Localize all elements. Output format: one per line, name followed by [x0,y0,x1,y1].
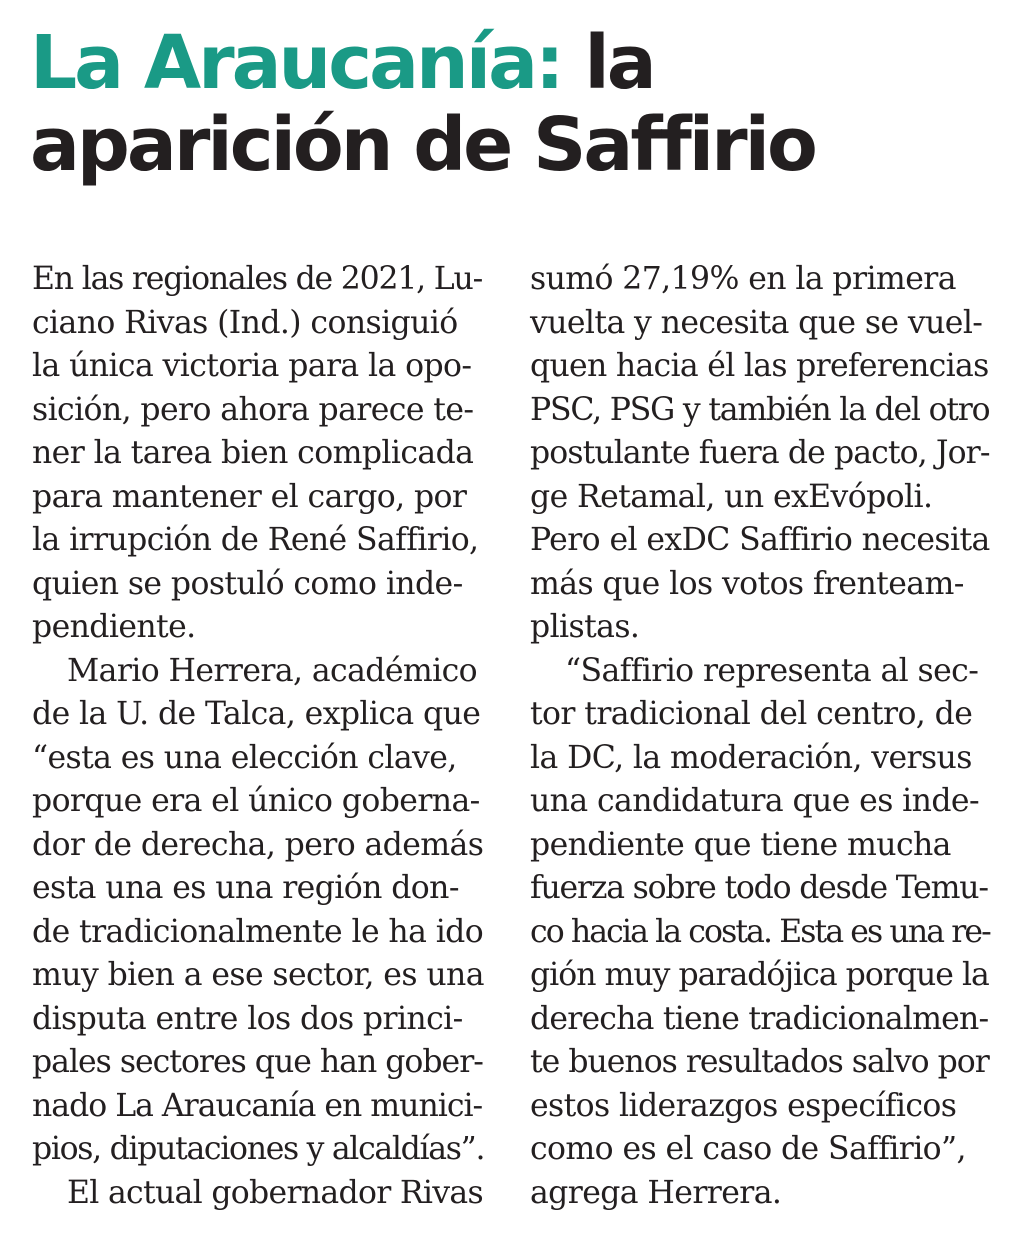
body-text-line: pendiente que tiene mucha [530,826,951,863]
body-text-line: fuerza sobre todo desde Temu- [530,870,988,906]
body-text-line: de la U. de Talca, explica que [32,696,481,732]
body-text-line: una candidatura que es inde- [530,783,979,819]
body-text-line: estos liderazgos específicos [530,1087,957,1124]
body-text-line: ner la tarea bien complicada [32,435,474,471]
body-text-line: pendiente. [32,609,196,645]
body-text-line: esta una es una región don- [32,870,459,906]
body-text-line: gión muy paradójica porque la [530,957,989,993]
headline-line-1 [30,22,990,104]
body-text-line: nado La Araucanía en munici- [32,1087,483,1124]
body-text-line: la DC, la moderación, versus [530,739,972,776]
body-text-line: postulante fuera de pacto, Jor- [530,435,990,471]
body-text-line: quien se postuló como inde- [32,565,463,602]
body-text-line: Mario Herrera, académico [67,652,478,689]
body-text-line: plistas. [530,609,640,645]
body-text-line: El actual gobernador Rivas [67,1174,483,1211]
body-text-line: pales sectores que han gober- [32,1044,483,1080]
body-text-line: Pero el exDC Saffirio necesita [530,522,990,558]
body-text-line: PSC, PSG y también la del otro [530,391,990,428]
headline-accent: La Araucanía: [30,20,562,106]
body-text-line: co hacia la costa. Esta es una re- [530,913,990,950]
headline-line-2: aparición de Saffirio [30,102,815,188]
body-text-line: sición, pero ahora parece te- [32,391,474,428]
body-text-line: pios, diputaciones y alcaldías”. [32,1131,485,1167]
article-headline [30,22,990,186]
body-text-line: tor tradicional del centro, de [530,696,973,732]
body-text-line: derecha tiene tradicionalmen- [530,1000,989,1037]
article-column-left [32,258,484,1215]
body-text-line: ge Retamal, un exEvópoli. [530,478,933,515]
body-text-line: “esta es una elección clave, [32,739,457,776]
body-text-line: disputa entre los dos princi- [32,1000,463,1037]
body-text-line: te buenos resultados salvo por [530,1044,989,1080]
body-text-line: agrega Herrera. [530,1174,782,1211]
body-text-line: En las regionales de 2021, Lu- [32,261,483,297]
body-text-line: sumó 27,19% en la primera [530,261,956,297]
body-text-line: la única victoria para la opo- [32,348,472,384]
body-text-line: la irrupción de René Saffirio, [32,522,479,558]
body-text-line: quen hacia él las preferencias [530,348,989,384]
headline-rest: la [561,20,654,106]
body-text-line: de tradicionalmente le ha ido [32,913,484,950]
body-text-line: vuelta y necesita que se vuel- [530,304,983,341]
body-text-line: más que los votos frenteam- [530,565,964,602]
body-text-line: para mantener el cargo, por [32,478,467,515]
body-text-line: ciano Rivas (Ind.) consiguió [32,304,458,341]
body-text-line: muy bien a ese sector, es una [32,957,484,993]
body-text-line: “Saffirio representa al sec- [565,652,979,689]
body-text-line: dor de derecha, pero además [32,826,484,863]
article-column-right [530,258,990,1215]
body-text-line: como es el caso de Saffirio”, [530,1131,966,1167]
body-text-line: porque era el único goberna- [32,783,480,819]
